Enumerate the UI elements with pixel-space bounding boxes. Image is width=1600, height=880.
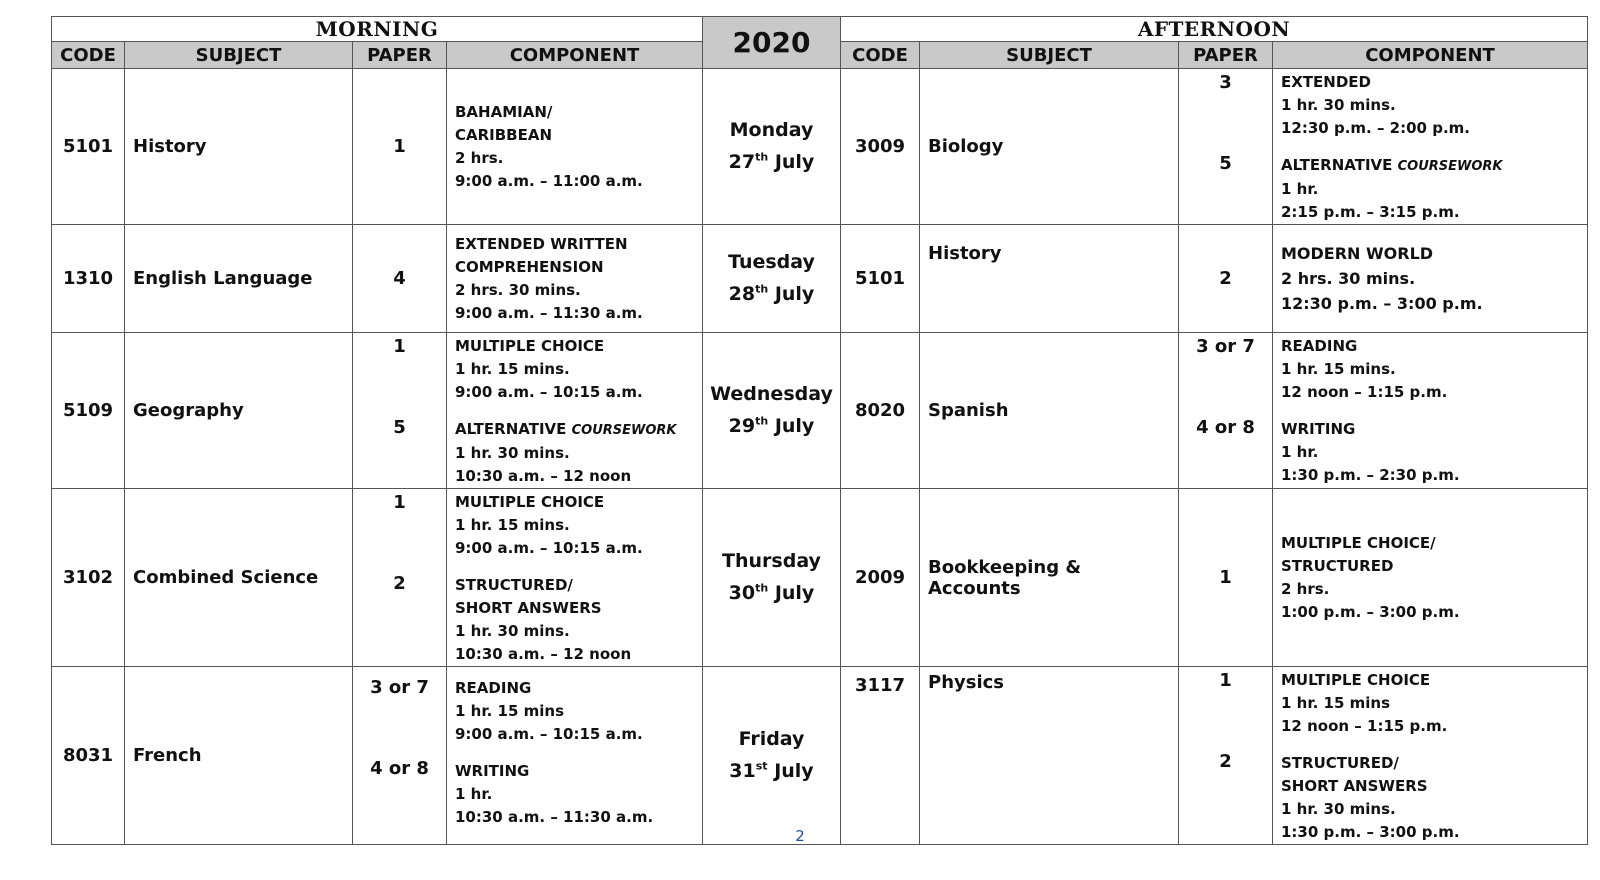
morning-papers <box>353 489 447 667</box>
afternoon-component: READING 1 hr. 15 mins. 12 noon – 1:15 p.m. WRITING 1 hr. 1:30 p.m. – 2:30 p.m. <box>1273 333 1588 489</box>
exam-date: Friday 31st July <box>703 667 841 845</box>
table-row <box>52 667 1588 845</box>
column-header-subject: SUBJECT <box>920 42 1179 69</box>
column-header-subject: SUBJECT <box>125 42 353 69</box>
paper-number: 2 <box>393 573 406 594</box>
column-header-code: CODE <box>841 42 920 69</box>
afternoon-subject: Physics <box>920 667 1179 845</box>
table-row <box>52 69 1588 225</box>
exam-date: Tuesday 28th July <box>703 225 841 333</box>
morning-subject: English Language <box>125 225 353 333</box>
morning-section-header: MORNING <box>52 17 703 42</box>
afternoon-subject: History <box>920 225 1179 333</box>
afternoon-code: 8020 <box>841 333 920 489</box>
morning-component: READING 1 hr. 15 mins 9:00 a.m. – 10:15 a.m. WRITING 1 hr. 10:30 a.m. – 11:30 a.m. <box>447 667 703 845</box>
timetable-table <box>51 16 1588 845</box>
paper-number: 3 or 7 <box>370 677 429 698</box>
morning-code: 5109 <box>52 333 125 489</box>
morning-subject: Combined Science <box>125 489 353 667</box>
morning-code: 5101 <box>52 69 125 225</box>
morning-subject: History <box>125 69 353 225</box>
exam-date: Thursday 30th July <box>703 489 841 667</box>
paper-number: 5 <box>1219 153 1232 174</box>
column-header-component: COMPONENT <box>447 42 703 69</box>
afternoon-papers <box>1179 667 1273 845</box>
afternoon-code: 5101 <box>841 225 920 333</box>
afternoon-papers <box>1179 333 1273 489</box>
morning-paper: 1 <box>353 69 447 225</box>
morning-subject: French <box>125 667 353 845</box>
afternoon-subject: Biology <box>920 69 1179 225</box>
morning-papers <box>353 667 447 845</box>
exam-date: Wednesday 29th July <box>703 333 841 489</box>
paper-number: 4 or 8 <box>1196 417 1255 438</box>
exam-date: Monday 27th July <box>703 69 841 225</box>
paper-number: 1 <box>393 492 406 513</box>
page-number: 2 <box>795 827 805 845</box>
morning-component: BAHAMIAN/ CARIBBEAN 2 hrs. 9:00 a.m. – 11:00 a.m. <box>447 69 703 225</box>
afternoon-paper: 2 <box>1179 225 1273 333</box>
paper-number: 3 <box>1219 72 1232 93</box>
morning-component: EXTENDED WRITTEN COMPREHENSION 2 hrs. 30 mins. 9:00 a.m. – 11:30 a.m. <box>447 225 703 333</box>
afternoon-component: MODERN WORLD 2 hrs. 30 mins. 12:30 p.m. – 3:00 p.m. <box>1273 225 1588 333</box>
morning-code: 3102 <box>52 489 125 667</box>
afternoon-paper: 1 <box>1179 489 1273 667</box>
morning-component: MULTIPLE CHOICE 1 hr. 15 mins. 9:00 a.m. – 10:15 a.m. STRUCTURED/ SHORT ANSWERS 1 hr. 30 mins. 10:30 a.m. – 12 noon <box>447 489 703 667</box>
afternoon-code: 3009 <box>841 69 920 225</box>
afternoon-papers <box>1179 69 1273 225</box>
morning-subject: Geography <box>125 333 353 489</box>
morning-code: 8031 <box>52 667 125 845</box>
paper-number: 2 <box>1219 751 1232 772</box>
table-row <box>52 333 1588 489</box>
afternoon-component: MULTIPLE CHOICE/ STRUCTURED 2 hrs. 1:00 p.m. – 3:00 p.m. <box>1273 489 1588 667</box>
afternoon-section-header: AFTERNOON <box>841 17 1588 42</box>
morning-component: MULTIPLE CHOICE 1 hr. 15 mins. 9:00 a.m. – 10:15 a.m. ALTERNATIVE COURSEWORK 1 hr. 30 mins. 10:30 a.m. – 12 noon <box>447 333 703 489</box>
afternoon-component: MULTIPLE CHOICE 1 hr. 15 mins 12 noon – 1:15 p.m. STRUCTURED/ SHORT ANSWERS 1 hr. 30 mins. 1:30 p.m. – 3:00 p.m. <box>1273 667 1588 845</box>
afternoon-subject: Bookkeeping & Accounts <box>920 489 1179 667</box>
column-header-paper: PAPER <box>1179 42 1273 69</box>
paper-number: 3 or 7 <box>1196 336 1255 357</box>
afternoon-code: 3117 <box>841 667 920 845</box>
year-header: 2020 <box>703 17 841 69</box>
afternoon-code: 2009 <box>841 489 920 667</box>
paper-number: 1 <box>1219 670 1232 691</box>
afternoon-subject: Spanish <box>920 333 1179 489</box>
table-row <box>52 225 1588 333</box>
morning-paper: 4 <box>353 225 447 333</box>
paper-number: 1 <box>393 336 406 357</box>
morning-papers <box>353 333 447 489</box>
morning-code: 1310 <box>52 225 125 333</box>
paper-number: 4 or 8 <box>370 758 429 779</box>
column-header-code: CODE <box>52 42 125 69</box>
exam-timetable <box>51 16 1587 845</box>
afternoon-component: EXTENDED 1 hr. 30 mins. 12:30 p.m. – 2:00 p.m. ALTERNATIVE COURSEWORK 1 hr. 2:15 p.m. – 3:15 p.m. <box>1273 69 1588 225</box>
column-header-component: COMPONENT <box>1273 42 1588 69</box>
table-row <box>52 489 1588 667</box>
paper-number: 5 <box>393 417 406 438</box>
column-header-paper: PAPER <box>353 42 447 69</box>
